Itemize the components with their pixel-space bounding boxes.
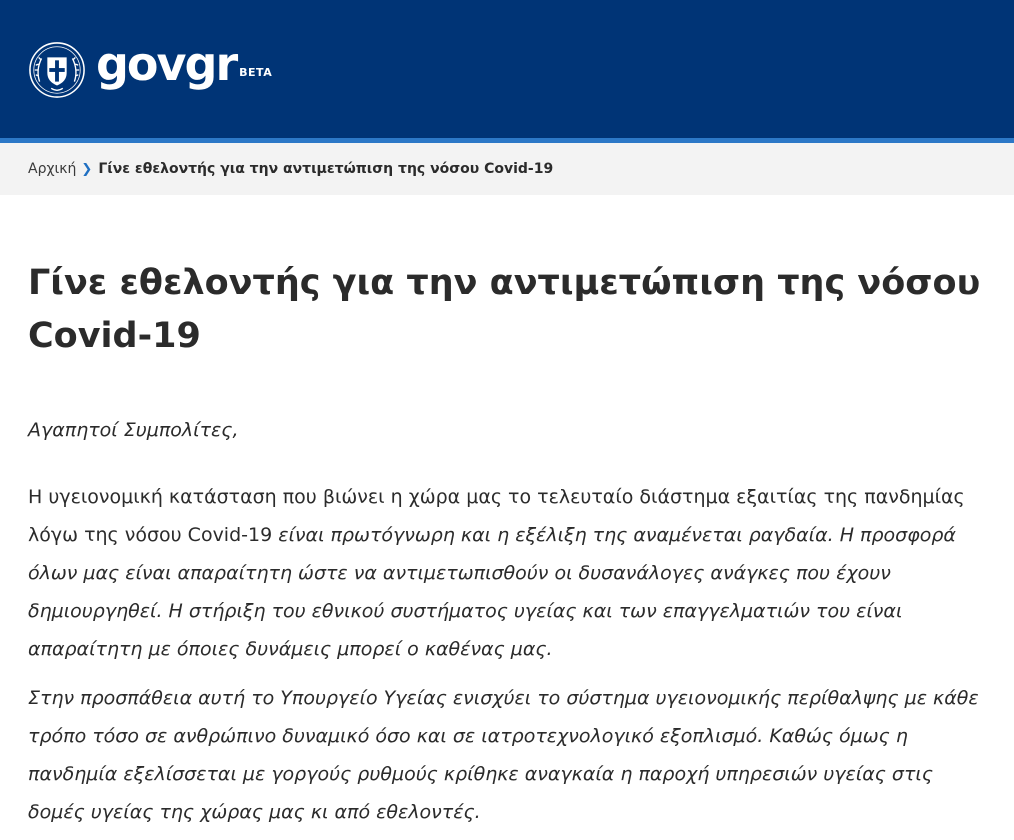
effort-paragraph: Στην προσπάθεια αυτή το Υπουργείο Υγείας ενισχύει το σύστημα υγειονομικής περίθαλψης με κάθε τρόπο τόσο σε ανθρώπινο δυναμικό όσο και σε ιατροτεχνολογικό εξοπλισμό. Καθώς όμως η πανδημία εξελίσσεται με γοργούς ρυθμούς κρίθηκε αναγκαία η παροχή υπηρεσιών υγείας στις δομές υγείας της χώρας μας κι από εθελοντές. <box>28 687 979 823</box>
intro-paragraph <box>28 478 988 668</box>
beta-badge: BETA <box>239 65 273 79</box>
govgr-wordmark: govgr <box>96 37 237 91</box>
chevron-right-icon: ❯ <box>81 161 93 177</box>
main-content <box>0 257 1014 831</box>
breadcrumb-current: Γίνε εθελοντής για την αντιμετώπιση της νόσου Covid-19 <box>98 161 554 177</box>
page-title: Γίνε εθελοντής για την αντιμετώπιση της νόσου Covid-19 <box>28 263 981 356</box>
intro-paragraph-regular: Η υγειονομική κατάσταση που βιώνει η χώρα μας το τελευταίο διάστημα εξαιτίας της πανδημίας λόγω της νόσου Covid-19 <box>28 486 965 546</box>
breadcrumb-home-link[interactable]: Αρχική <box>28 161 77 177</box>
govgr-logo-link[interactable] <box>28 37 273 100</box>
intro-paragraph-italic: είναι πρωτόγνωρη και η εξέλιξη της αναμένεται ραγδαία. Η προσφορά όλων μας είναι απαραίτητη ώστε να αντιμετωπισθούν οι δυσανάλογες ανάγκες που έχουν δημιουργηθεί. Η στήριξη του εθνικού συστήματος υγείας και των επαγγελματιών του είναι απαραίτητη με όποιες δυνάμεις μπορεί ο καθένας μας. <box>28 524 956 660</box>
greek-emblem-icon <box>28 41 86 99</box>
breadcrumb <box>0 143 1014 195</box>
site-header <box>0 0 1014 143</box>
salutation-text: Αγαπητοί Συμπολίτες, <box>28 419 239 441</box>
